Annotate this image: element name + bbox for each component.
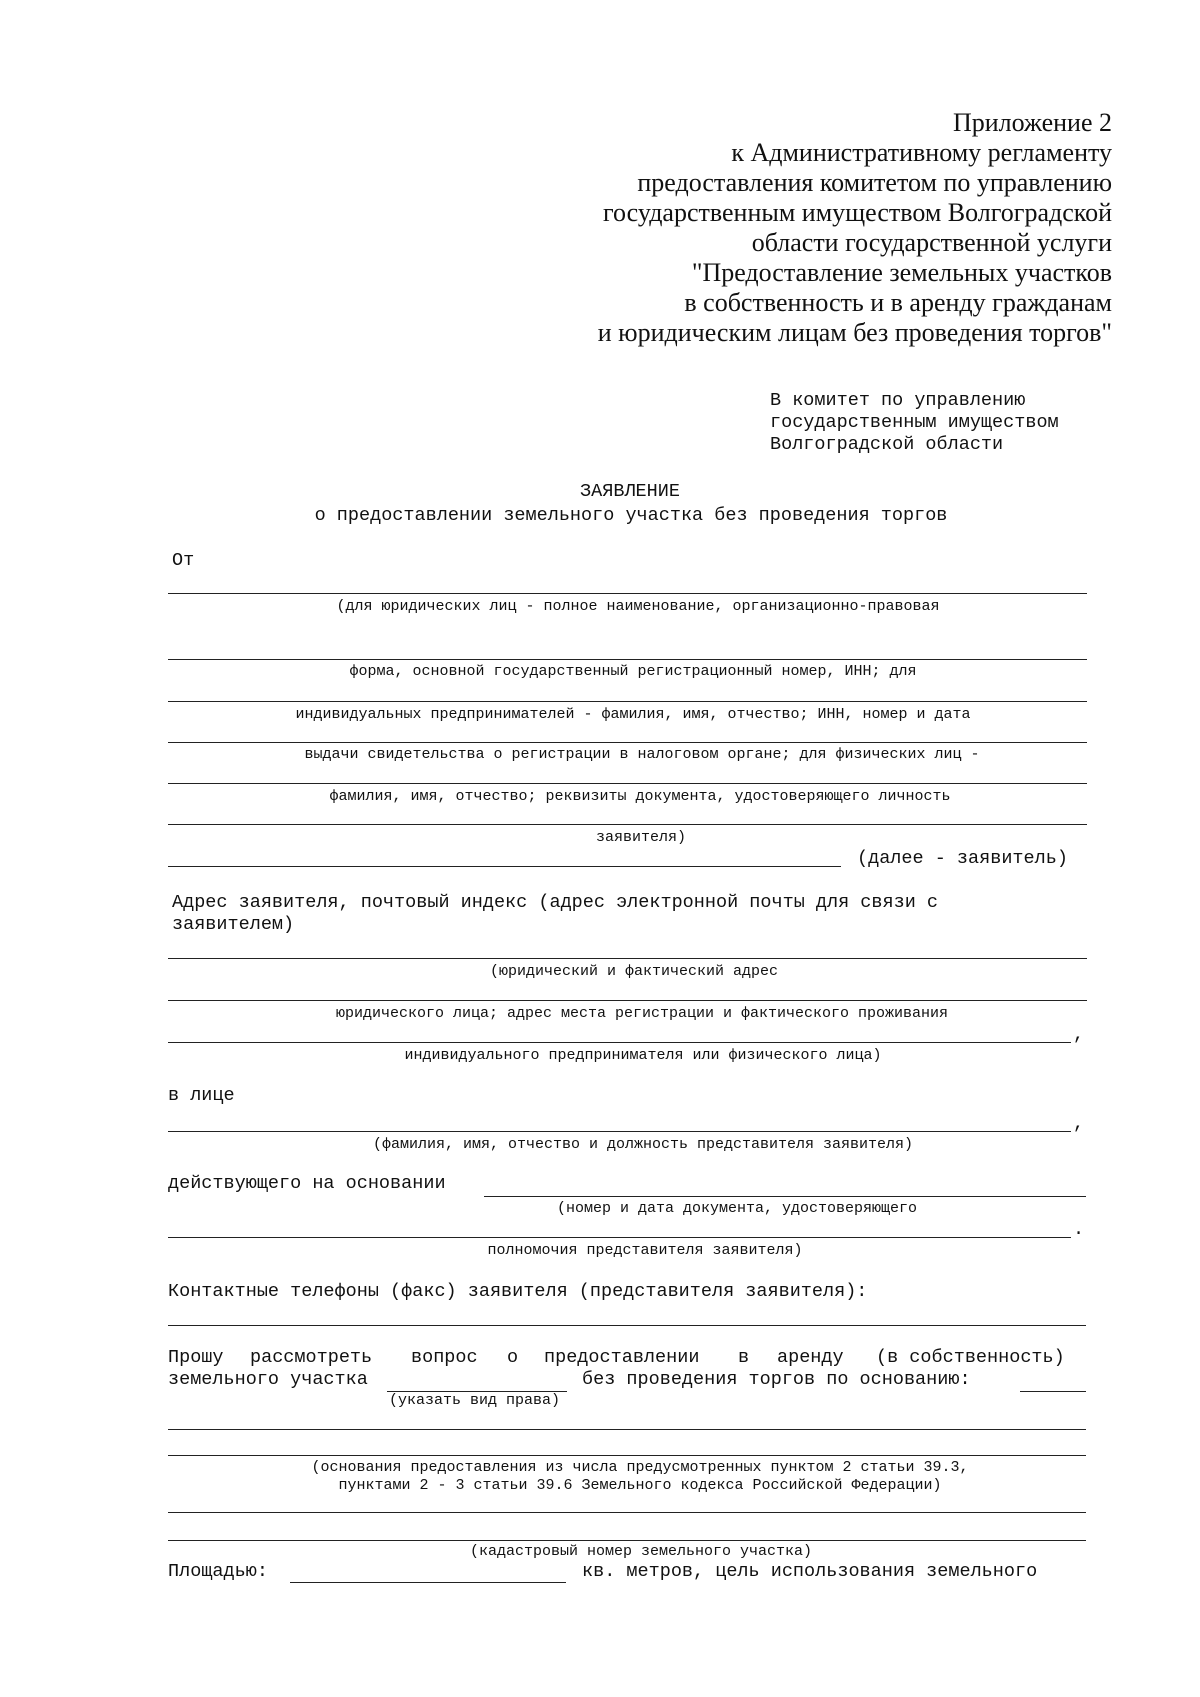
- appendix-header: [598, 108, 1112, 348]
- hereinafter-applicant: (далее - заявитель): [857, 848, 1068, 869]
- area-field[interactable]: [290, 1582, 566, 1583]
- addressee-line: В комитет по управлению: [770, 390, 1026, 411]
- grounds-hint: (основания предоставления из числа предусмотренных пунктом 2 статьи 39.3,: [311, 1459, 969, 1476]
- address-line-2[interactable]: [168, 1000, 1087, 1001]
- request-word: Прошу: [168, 1347, 224, 1368]
- basis-period: .: [1073, 1219, 1085, 1240]
- basis-line-1[interactable]: [484, 1196, 1086, 1197]
- address-hint: индивидуального предпринимателя или физического лица): [404, 1047, 882, 1064]
- cadastral-hint: (кадастровый номер земельного участка): [469, 1543, 813, 1560]
- applicant-name-line-2[interactable]: [168, 659, 1087, 660]
- grounds-line-1[interactable]: [168, 1429, 1086, 1430]
- grounds-field-start[interactable]: [1020, 1391, 1086, 1392]
- request-word: аренду: [777, 1347, 844, 1368]
- representative-label: в лице: [168, 1085, 235, 1106]
- applicant-name-line-7[interactable]: [168, 866, 841, 867]
- basis-label: действующего на основании: [168, 1173, 446, 1194]
- right-type-hint: (указать вид права): [389, 1392, 561, 1409]
- address-hint: юридического лица; адрес места регистрации и фактического проживания: [335, 1005, 949, 1022]
- document-title: ЗАЯВЛЕНИЕ: [580, 481, 680, 502]
- address-label: Адрес заявителя, почтовый индекс (адрес электронной почты для связи с: [172, 892, 939, 913]
- document-subtitle: о предоставлении земельного участка без проведения торгов: [314, 505, 948, 526]
- cadastral-line-2[interactable]: [168, 1540, 1086, 1541]
- representative-line[interactable]: [168, 1131, 1071, 1132]
- appendix-line: области государственной услуги: [751, 228, 1112, 257]
- phones-line[interactable]: [168, 1325, 1086, 1326]
- area-label: Площадью:: [168, 1561, 268, 1582]
- without-tender-label: без проведения торгов по основанию:: [582, 1369, 971, 1390]
- representative-hint: (фамилия, имя, отчество и должность представителя заявителя): [372, 1136, 914, 1153]
- appendix-line: Приложение 2: [952, 108, 1112, 137]
- request-word: (в собственность): [876, 1347, 1065, 1368]
- land-plot-label: земельного участка: [168, 1369, 368, 1390]
- phones-label: Контактные телефоны (факс) заявителя (представителя заявителя):: [168, 1281, 868, 1302]
- addressee-line: Волгоградской области: [770, 434, 1004, 455]
- cadastral-line-1[interactable]: [168, 1512, 1086, 1513]
- appendix-line: и юридическим лицам без проведения торгов": [597, 318, 1112, 347]
- address-line-3[interactable]: [168, 1042, 1071, 1043]
- from-hint: выдачи свидетельства о регистрации в налоговом органе; для физических лиц -: [304, 746, 980, 763]
- applicant-name-line-4[interactable]: [168, 742, 1087, 743]
- request-word: вопрос: [411, 1347, 478, 1368]
- from-hint: (для юридических лиц - полное наименование, организационно-правовая: [336, 598, 940, 615]
- address-hint: (юридический и фактический адрес: [489, 963, 779, 980]
- basis-line-2[interactable]: [168, 1237, 1071, 1238]
- grounds-line-2[interactable]: [168, 1455, 1086, 1456]
- address-label-cont: заявителем): [172, 914, 295, 935]
- appendix-line: государственным имуществом Волгоградской: [602, 198, 1112, 227]
- from-hint: фамилия, имя, отчество; реквизиты документа, удостоверяющего личность: [329, 788, 951, 805]
- basis-hint: (номер и дата документа, удостоверяющего: [556, 1200, 918, 1217]
- from-hint: заявителя): [595, 829, 687, 846]
- request-word: предоставлении: [544, 1347, 700, 1368]
- basis-hint: полномочия представителя заявителя): [487, 1242, 803, 1259]
- appendix-line: к Административному регламенту: [731, 138, 1112, 167]
- from-label: От: [172, 550, 195, 571]
- grounds-hint: пунктами 2 - 3 статьи 39.6 Земельного кодекса Российской Федерации): [338, 1477, 942, 1494]
- representative-comma: ,: [1073, 1113, 1085, 1134]
- request-word: рассмотреть: [250, 1347, 373, 1368]
- applicant-name-line-5[interactable]: [168, 783, 1087, 784]
- address-comma: ,: [1073, 1024, 1085, 1045]
- address-line-1[interactable]: [168, 958, 1087, 959]
- applicant-name-line-6[interactable]: [168, 824, 1087, 825]
- from-hint: форма, основной государственный регистрационный номер, ИНН; для: [349, 663, 917, 680]
- request-word: в: [738, 1347, 750, 1368]
- appendix-line: в собственность и в аренду гражданам: [684, 288, 1112, 317]
- request-word: о: [507, 1347, 519, 1368]
- appendix-line: "Предоставление земельных участков: [691, 258, 1112, 287]
- area-purpose-label: кв. метров, цель использования земельного: [582, 1561, 1038, 1582]
- appendix-line: предоставления комитетом по управлению: [637, 168, 1112, 197]
- applicant-name-line-3[interactable]: [168, 701, 1087, 702]
- applicant-name-line-1[interactable]: [168, 593, 1087, 594]
- addressee-block: [770, 390, 1059, 456]
- from-hint: индивидуальных предпринимателей - фамилия, имя, отчество; ИНН, номер и дата: [295, 706, 971, 723]
- addressee-line: государственным имуществом: [770, 412, 1059, 433]
